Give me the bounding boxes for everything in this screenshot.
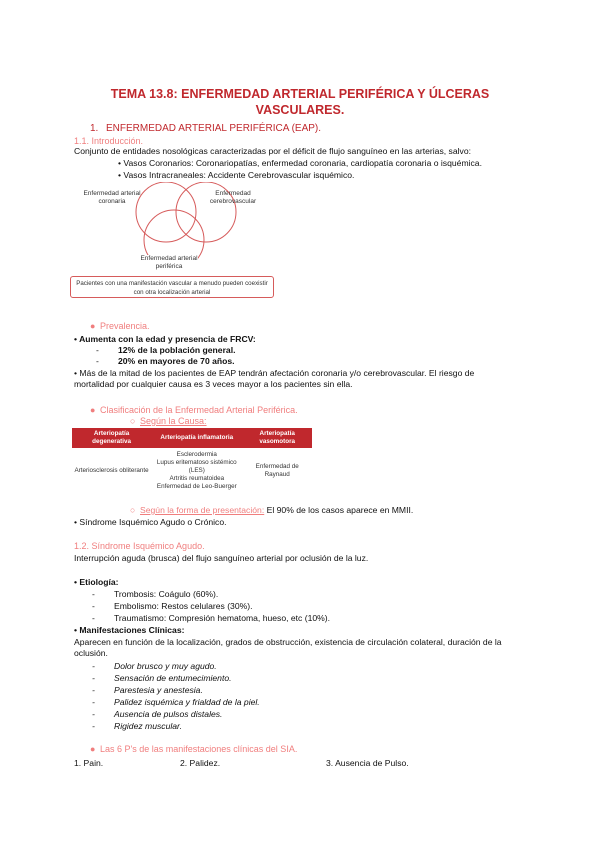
manif-text-a: Aparecen en función de la localización, grados de obstrucción, existencia de circulación colateral, duración de la bbox=[74, 637, 502, 647]
table-header-row bbox=[72, 428, 312, 448]
venn-left-label: Enfermedad arterial coronaria bbox=[83, 190, 141, 205]
manif-item-5: - Ausencia de pulsos distales. bbox=[92, 709, 223, 719]
etiologia-item-3: - Traumatismo: Compresión hematoma, hueso, etc (10%). bbox=[92, 613, 331, 623]
intro-heading: 1.1. Introducción. bbox=[74, 136, 144, 146]
bullet-icon: ● bbox=[90, 744, 96, 754]
clasificacion-line: • Síndrome Isquémico Agudo o Crónico. bbox=[74, 517, 227, 527]
circle-bullet-icon: ○ bbox=[130, 505, 136, 515]
manif-item-1-label: Dolor brusco y muy agudo. bbox=[114, 661, 217, 671]
clasificacion-table-wrap bbox=[72, 428, 312, 494]
manif-item-6: - Rigidez muscular. bbox=[92, 721, 182, 731]
bullet-icon: ● bbox=[90, 321, 96, 331]
clasificacion-sub1-label: Según la Causa: bbox=[140, 416, 207, 426]
ps-item-3: 3. Ausencia de Pulso. bbox=[326, 758, 409, 768]
etiologia-item-2: - Embolismo: Restos celulares (30%). bbox=[92, 601, 253, 611]
prevalencia-line2a: • Más de la mitad de los pacientes de EAP tendrán afectación coronaria y/o cerebrovascular. El riesgo de bbox=[74, 368, 475, 378]
prevalencia-item-2-label: 20% en mayores de 70 años. bbox=[118, 356, 235, 366]
table-cell-line: Artritis reumatoidea bbox=[169, 475, 225, 482]
etiologia-item-1: - Trombosis: Coágulo (60%). bbox=[92, 589, 219, 599]
etiologia-item-1-label: Trombosis: Coágulo (60%). bbox=[114, 589, 219, 599]
sia-text: Interrupción aguda (brusca) del flujo sanguíneo arterial por oclusión de la luz. bbox=[74, 553, 369, 563]
prevalencia-heading-label: Prevalencia. bbox=[100, 321, 150, 331]
ps-heading-label: Las 6 P's de las manifestaciones clínicas del SIA. bbox=[100, 744, 298, 754]
venn-right-label: Enfermedad cerebrovascular bbox=[209, 190, 257, 205]
section-label: ENFERMEDAD ARTERIAL PERIFÉRICA (EAP). bbox=[106, 123, 322, 134]
manif-item-1: - Dolor brusco y muy agudo. bbox=[92, 661, 217, 671]
venn-note: Pacientes con una manifestación vascular a menudo pueden coexistir con otra localización arterial bbox=[70, 276, 274, 298]
ps-heading bbox=[90, 744, 297, 754]
table-cell: Arteriosclerosis obliterante bbox=[74, 467, 149, 474]
clasificacion-sub2 bbox=[130, 504, 413, 517]
prevalencia-item-1-label: 12% de la población general. bbox=[118, 345, 236, 355]
table-cell-line: Lupus eritematoso sistémico (LES) bbox=[156, 459, 237, 474]
manif-item-4: - Palidez isquémica y frialdad de la piel. bbox=[92, 697, 260, 707]
prevalencia-item-2: - 20% en mayores de 70 años. bbox=[96, 356, 235, 366]
clasificacion-sub2-text: El 90% de los casos aparece en MMII. bbox=[264, 505, 414, 515]
ps-item-1: 1. Pain. bbox=[74, 758, 104, 768]
sia-heading: 1.2. Síndrome Isquémico Agudo. bbox=[74, 541, 205, 551]
venn-bottom-label: Enfermedad arterial periférica bbox=[140, 255, 198, 270]
table-header: Arteriopatía vasomotora bbox=[242, 428, 312, 448]
page-title: TEMA 13.8: ENFERMEDAD ARTERIAL PERIFÉRICA Y ÚLCERAS VASCULARES. bbox=[110, 87, 490, 117]
bullet-icon: ● bbox=[90, 405, 96, 415]
prevalencia-item-1: - 12% de la población general. bbox=[96, 345, 236, 355]
manif-item-5-label: Ausencia de pulsos distales. bbox=[114, 709, 223, 719]
etiologia-label: • Etiología: bbox=[74, 577, 119, 587]
manif-item-2: - Sensación de entumecimiento. bbox=[92, 673, 232, 683]
clasificacion-sub1 bbox=[130, 416, 207, 426]
manif-item-4-label: Palidez isquémica y frialdad de la piel. bbox=[114, 697, 260, 707]
section-heading bbox=[90, 123, 321, 134]
manif-label: • Manifestaciones Clínicas: bbox=[74, 625, 185, 635]
table-header: Arteriopatía degenerativa bbox=[72, 428, 151, 448]
manif-item-3: - Parestesia y anestesia. bbox=[92, 685, 203, 695]
clasificacion-sub2-label: Según la forma de presentación: bbox=[140, 505, 265, 515]
manif-item-2-label: Sensación de entumecimiento. bbox=[114, 673, 232, 683]
etiologia-item-3-label: Traumatismo: Compresión hematoma, hueso, etc (10%). bbox=[114, 613, 331, 623]
manif-text-b: oclusión. bbox=[74, 648, 108, 658]
section-number: 1. bbox=[90, 123, 99, 134]
circle-bullet-icon: ○ bbox=[130, 416, 136, 426]
manif-item-6-label: Rigidez muscular. bbox=[114, 721, 182, 731]
clasificacion-heading-label: Clasificación de la Enfermedad Arterial Periférica. bbox=[100, 405, 298, 415]
prevalencia-line1: • Aumenta con la edad y presencia de FRCV: bbox=[74, 334, 256, 344]
table-header: Arteriopatía inflamatoria bbox=[151, 428, 242, 448]
table-cell bbox=[151, 448, 242, 494]
intro-item-1: • Vasos Coronarios: Coronariopatías, enfermedad coronaria, cardiopatía coronaria o isquémica. bbox=[118, 158, 482, 168]
etiologia-item-2-label: Embolismo: Restos celulares (30%). bbox=[114, 601, 253, 611]
ps-item-2: 2. Palidez. bbox=[180, 758, 221, 768]
table-cell-line: Enfermedad de Leo-Buerger bbox=[156, 483, 237, 490]
manif-item-3-label: Parestesia y anestesia. bbox=[114, 685, 203, 695]
intro-item-2: • Vasos Intracraneales: Accidente Cerebrovascular isquémico. bbox=[118, 170, 355, 180]
prevalencia-line2b: mortalidad por cualquier causa es 3 veces mayor a los pacientes sin ella. bbox=[74, 379, 353, 389]
prevalencia-heading bbox=[90, 321, 150, 331]
clasificacion-table bbox=[72, 428, 312, 494]
table-row bbox=[72, 448, 312, 494]
intro-text: Conjunto de entidades nosológicas caracterizadas por el déficit de flujo sanguíneo en las arterias, salvo: bbox=[74, 146, 471, 156]
table-cell: Enfermedad de Raynaud bbox=[255, 463, 299, 478]
table-cell-line: Esclerodermia bbox=[176, 451, 217, 458]
clasificacion-heading bbox=[90, 405, 298, 415]
